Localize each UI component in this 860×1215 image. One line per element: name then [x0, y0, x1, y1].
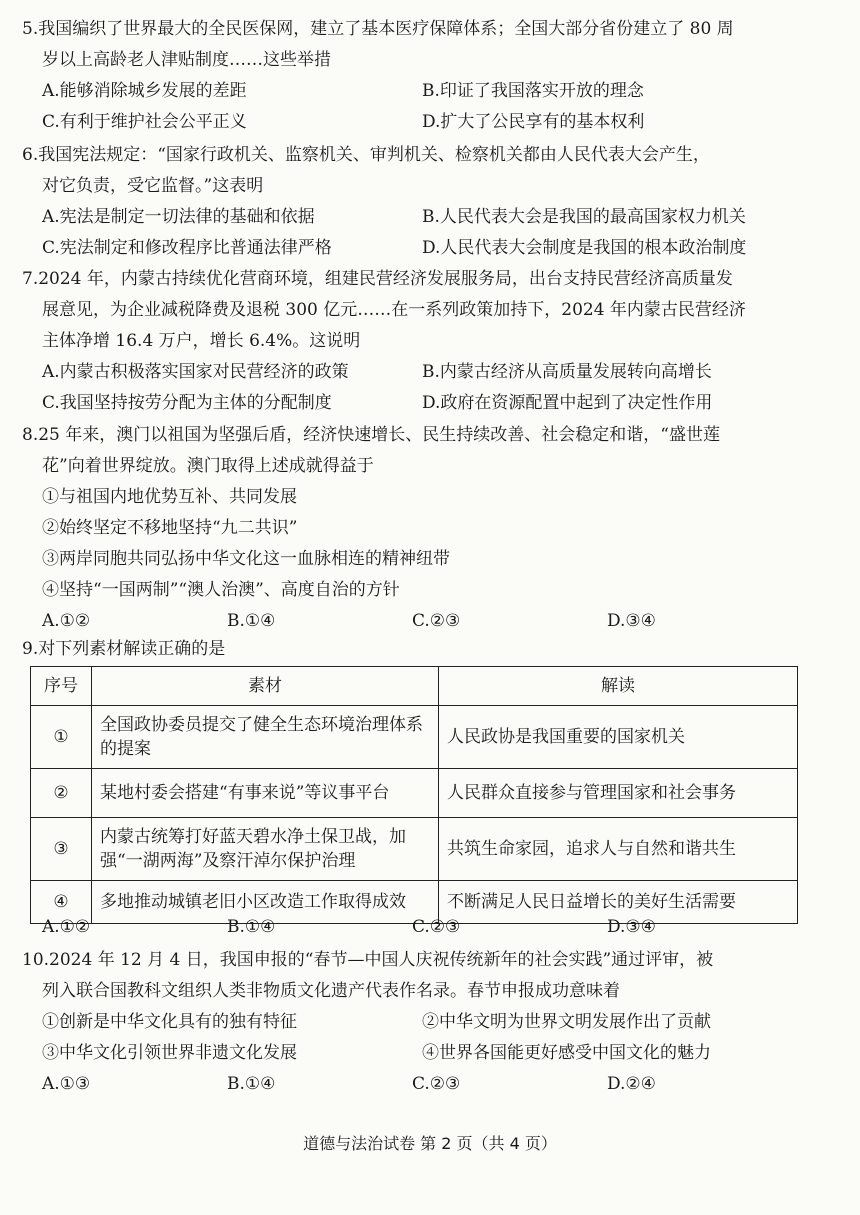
options: [22, 912, 822, 943]
option-a[interactable]: A.①③: [42, 1074, 91, 1094]
stem-line: 6.我国宪法规定：“国家行政机关、监察机关、审判机关、检察机关都由人民代表大会产生，: [22, 145, 710, 165]
header-material: 素材: [92, 667, 439, 706]
question-10-stem: [22, 945, 822, 1007]
options: [22, 606, 822, 637]
question-6: [22, 140, 822, 264]
question-7-stem: [22, 264, 822, 357]
stem-line: 9.对下列素材解读正确的是: [22, 639, 226, 659]
question-8: [22, 420, 822, 637]
stem-line: 10.2024 年 12 月 4 日，我国申报的“春节—中国人庆祝传统新年的社会实践”通过评审，被: [22, 950, 714, 970]
question-5: [22, 14, 822, 138]
table-row: [31, 818, 798, 881]
options: [22, 1069, 822, 1100]
question-9-options: [22, 912, 822, 943]
question-8-stem: [22, 420, 822, 482]
option-b[interactable]: B.①④: [227, 611, 276, 631]
options: [22, 202, 822, 264]
row-number: ③: [31, 818, 92, 881]
option-a[interactable]: A.①②: [42, 917, 91, 937]
row-interpretation: 人民群众直接参与管理国家和社会事务: [439, 769, 798, 818]
header-number: 序号: [31, 667, 92, 706]
question-7: [22, 264, 822, 419]
stem-line: 主体净增 16.4 万户，增长 6.4%。这说明: [42, 331, 361, 351]
material-table: [30, 666, 798, 924]
option-a[interactable]: A.宪法是制定一切法律的基础和依据: [42, 207, 315, 227]
row-material: 某地村委会搭建“有事来说”等议事平台: [92, 769, 439, 818]
stem-line: 展意见，为企业减税降费及退税 300 亿元……在一系列政策加持下，2024 年内蒙古民营经济: [42, 300, 746, 320]
question-5-stem: [22, 14, 822, 76]
row-number: ④: [31, 881, 92, 924]
statement-1: ①与祖国内地优势互补、共同发展: [42, 487, 297, 507]
option-a[interactable]: A.内蒙古积极落实国家对民营经济的政策: [42, 362, 349, 382]
option-c[interactable]: C.②③: [412, 1074, 461, 1094]
header-interpretation: 解读: [439, 667, 798, 706]
option-b[interactable]: B.①④: [227, 1074, 276, 1094]
statements: [22, 1007, 822, 1069]
option-d[interactable]: D.③④: [607, 611, 656, 631]
option-c[interactable]: C.宪法制定和修改程序比普通法律严格: [42, 238, 332, 258]
statement-1: ①创新是中华文化具有的独有特征: [42, 1012, 297, 1032]
row-number: ②: [31, 769, 92, 818]
option-a[interactable]: A.①②: [42, 611, 91, 631]
stem-line: 花”向着世界绽放。澳门取得上述成就得益于: [42, 456, 374, 476]
options: [22, 76, 822, 138]
stem-line: 5.我国编织了世界最大的全民医保网，建立了基本医疗保障体系；全国大部分省份建立了 80 周: [22, 19, 734, 39]
option-b[interactable]: B.内蒙古经济从高质量发展转向高增长: [422, 362, 712, 382]
statement-2: ②中华文明为世界文明发展作出了贡献: [422, 1012, 711, 1032]
question-9-stem: [22, 634, 822, 665]
row-material: 多地推动城镇老旧小区改造工作取得成效: [92, 881, 439, 924]
stem-line: 8.25 年来，澳门以祖国为坚强后盾，经济快速增长、民生持续改善、社会稳定和谐，“盛世莲: [22, 425, 720, 445]
stem-line: 岁以上高龄老人津贴制度……这些举措: [42, 50, 331, 70]
statement-2: ②始终坚定不移地坚持“九二共识”: [42, 518, 298, 538]
row-interpretation: 共筑生命家园，追求人与自然和谐共生: [439, 818, 798, 881]
option-c[interactable]: C.②③: [412, 917, 461, 937]
question-9: [22, 634, 822, 665]
option-b[interactable]: B.印证了我国落实开放的理念: [422, 81, 644, 101]
page-footer: 道德与法治试卷 第 2 页（共 4 页）: [303, 1134, 557, 1153]
option-d[interactable]: D.人民代表大会制度是我国的根本政治制度: [422, 238, 747, 258]
option-d[interactable]: D.扩大了公民享有的基本权利: [422, 112, 645, 132]
statement-4: ④坚持“一国两制”“澳人治澳”、高度自治的方针: [42, 580, 400, 600]
option-a[interactable]: A.能够消除城乡发展的差距: [42, 81, 247, 101]
option-d[interactable]: D.③④: [607, 917, 656, 937]
statement-3: ③中华文化引领世界非遗文化发展: [42, 1043, 297, 1063]
question-10: [22, 945, 822, 1100]
option-b[interactable]: B.人民代表大会是我国的最高国家权力机关: [422, 207, 746, 227]
question-6-stem: [22, 140, 822, 202]
option-c[interactable]: C.②③: [412, 611, 461, 631]
row-material: 全国政协委员提交了健全生态环境治理体系的提案: [92, 706, 439, 769]
table-row: [31, 706, 798, 769]
table-row: [31, 769, 798, 818]
stem-line: 7.2024 年，内蒙古持续优化营商环境，组建民营经济发展服务局，出台支持民营经济高质量发: [22, 269, 733, 289]
stem-line: 对它负责，受它监督。”这表明: [42, 176, 264, 196]
stem-line: 列入联合国教科文组织人类非物质文化遗产代表作名录。春节申报成功意味着: [42, 981, 620, 1001]
option-b[interactable]: B.①④: [227, 917, 276, 937]
option-c[interactable]: C.我国坚持按劳分配为主体的分配制度: [42, 393, 332, 413]
option-c[interactable]: C.有利于维护社会公平正义: [42, 112, 247, 132]
row-interpretation: 不断满足人民日益增长的美好生活需要: [439, 881, 798, 924]
option-d[interactable]: D.②④: [607, 1074, 656, 1094]
row-number: ①: [31, 706, 92, 769]
row-material: 内蒙古统筹打好蓝天碧水净土保卫战，加强“一湖两海”及察汗淖尔保护治理: [92, 818, 439, 881]
options: [22, 357, 822, 419]
statement-3: ③两岸同胞共同弘扬中华文化这一血脉相连的精神纽带: [42, 549, 450, 569]
table-header-row: [31, 667, 798, 706]
option-d[interactable]: D.政府在资源配置中起到了决定性作用: [422, 393, 713, 413]
row-interpretation: 人民政协是我国重要的国家机关: [439, 706, 798, 769]
statement-4: ④世界各国能更好感受中国文化的魅力: [422, 1043, 711, 1063]
